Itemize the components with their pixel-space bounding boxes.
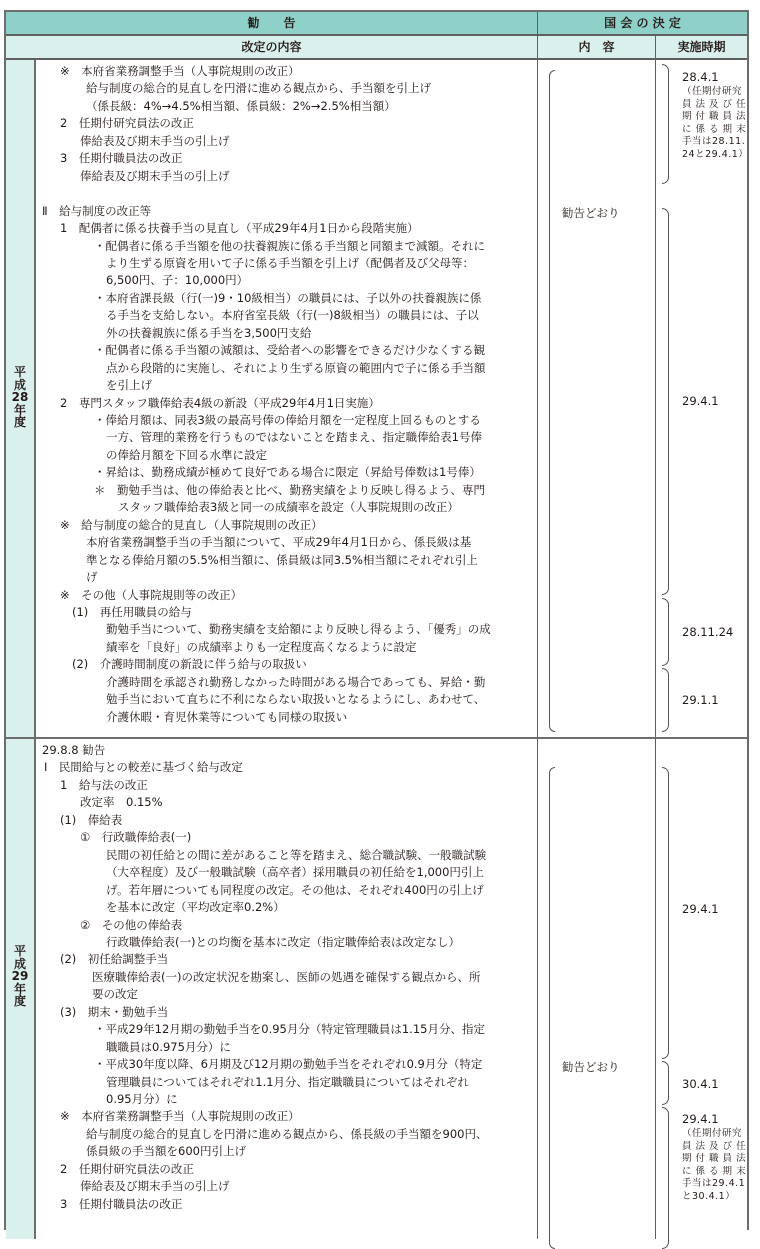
content-line: 要の改定	[92, 987, 138, 1002]
content-line: 2 任期付研究員法の改正	[60, 1161, 194, 1176]
content-line: 績率を「良好」の成績率よりも一定程度高くなるように設定	[106, 639, 417, 654]
content-line: (2) 初任給調整手当	[60, 952, 169, 967]
header-effective-date: 実施時期	[677, 40, 726, 54]
effective-date: 29.4.1	[682, 394, 719, 408]
content-line: Ⅱ 給与制度の改正等	[42, 203, 152, 218]
content-line: 職職員は0.975月分）に	[106, 1039, 231, 1054]
content-line: ・平成29年12月期の勤勉手当を0.95月分（特定管理職員は1.15月分、指定	[94, 1022, 485, 1037]
content-line: ・配偶者に係る手当額の減額は、受給者への影響をできるだけ少なくする観	[94, 343, 485, 358]
brace	[662, 208, 669, 595]
content-line: 改定率 0.15%	[80, 795, 163, 810]
content-line: 介護休暇・育児休業等についても同様の取扱い	[106, 709, 348, 724]
content-line: 一方、管理的業務を行うものではないことを踏まえ、指定職俸給表1号俸	[106, 430, 483, 445]
content-line: る手当を支給しない。本府省室長級（行(一)8級相当）の職員には、子以	[106, 308, 479, 323]
content-line: 0.95月分）に	[106, 1092, 178, 1106]
brace	[662, 767, 669, 1059]
brace	[662, 598, 669, 666]
content-line: 3 任期付職員法の改正	[60, 1196, 183, 1211]
content-line: （大卒程度）及び一般職試験（高卒者）採用職員の初任給を1,000円引上	[106, 865, 484, 880]
content-line: 医療職俸給表(一)の改定状況を勘案し、医師の処遇を確保する観点から、所	[92, 969, 481, 984]
content-line: 準となる俸給月額の5.5%相当額に、係員級は同3.5%相当額にそれぞれ引上	[86, 552, 478, 567]
effective-date: 29.4.1	[682, 902, 719, 916]
content-line: ・本府省課長級（行(一)9・10級相当）の職員には、子以外の扶養親族に係	[94, 290, 482, 305]
content-line: げ	[86, 570, 98, 585]
brace	[662, 64, 669, 184]
effective-date-note: （任期付研究 員 法 及 び 任 期 付 職 員 法 に 係 る 期 末 手当は28.11. 24と29.4.1）	[682, 86, 749, 160]
header-revision-contents: 改定の内容	[241, 40, 302, 54]
content-line: 2 任期付研究員法の改正	[60, 116, 194, 131]
effective-date: 28.11.24	[682, 625, 734, 639]
recommendation-table	[4, 10, 749, 1230]
content-line: 勉手当において直ちに不利にならない取扱いとなるようにし、あわせて、	[106, 692, 486, 707]
content-line: 俸給表及び期末手当の引上げ	[80, 133, 230, 148]
content-line: より生ずる原資を用いて子に係る手当額を引上げ（配偶者及び父母等：	[106, 255, 474, 270]
content-line: ※ 本府省業務調整手当（人事院規則の改正）	[60, 1109, 300, 1124]
content-line: 給与制度の総合的見直しを円滑に進める観点から、係長級の手当額を900円、	[86, 1126, 488, 1141]
content-line: 29.8.8 勧告	[42, 743, 106, 757]
content-line: 1 配偶者に係る扶養手当の見直し（平成29年4月1日から段階実施）	[60, 221, 419, 236]
content-line: 3 任期付職員法の改正	[60, 151, 183, 166]
effective-date: 29.4.1	[682, 1112, 719, 1126]
content-line: 6,500円、子：10,000円）	[106, 273, 249, 288]
header-contents: 内 容	[578, 40, 615, 54]
content-line: ① 行政職俸給表(一)	[80, 830, 192, 845]
header-row-1	[6, 12, 747, 36]
divider	[537, 739, 538, 1239]
content-line: ※ 本府省業務調整手当（人事院規則の改正）	[60, 64, 300, 78]
content-line: 係員級の手当額を600円引上げ	[86, 1144, 246, 1159]
section-h29	[6, 739, 747, 1239]
content-line: 介護時間を承認され勤務しなかった時間がある場合であっても、昇給・勤	[106, 674, 486, 689]
content-line: (1) 再任用職員の給与	[72, 604, 192, 619]
content-line: 勤勉手当について、勤務実績を支給額により反映し得るよう、「優秀」の成	[106, 622, 491, 637]
content-line: 行政職俸給表(一)との均衡を基本に改定（指定職俸給表は改定なし）	[106, 934, 460, 949]
effective-date-note: （任期付研究 員 法 及 び 任 期 付 職 員 法 に 係 る 期 末 手当は29.4.1 と30.4.1）	[682, 1128, 747, 1202]
header-recommendation: 勧 告	[247, 16, 296, 30]
year-column	[6, 60, 36, 737]
content-line: 給与制度の総合的見直しを円滑に進める観点から、手当額を引上げ	[86, 81, 431, 96]
brace	[662, 1107, 669, 1249]
divider	[537, 60, 538, 737]
section-h28	[6, 60, 747, 737]
brace	[662, 668, 669, 732]
brace	[549, 767, 555, 1249]
content-line: (1) 俸給表	[60, 812, 123, 827]
content-line: 俸給表及び期末手当の引上げ	[80, 168, 230, 183]
divider	[655, 739, 656, 1239]
diet-content: 勧告どおり	[562, 1060, 620, 1074]
effective-date: 29.1.1	[682, 693, 719, 707]
header-diet-decision: 国 会 の 決 定	[604, 16, 681, 30]
year-label: 平 成 29 年 度	[11, 944, 29, 1008]
content-line: ② その他の俸給表	[80, 917, 183, 932]
content-line: ・平成30年度以降、6月期及び12月期の勤勉手当をそれぞれ0.9月分（特定	[94, 1057, 483, 1072]
content-line: 点から段階的に実施し、それにより生ずる原資の範囲内で子に係る手当額	[106, 360, 486, 375]
content-line: を基本に改定（平均改定率0.2%）	[106, 900, 285, 915]
brace	[549, 70, 555, 732]
content-line: ＊ 勤勉手当は、他の俸給表と比べ、勤務実績をより反映し得るよう、専門	[94, 482, 485, 497]
content-line: 2 専門スタッフ職俸給表4級の新設（平成29年4月1日実施）	[60, 395, 380, 410]
content-line: ・昇給は、勤務成績が極めて良好である場合に限定（昇給号俸数は1号俸）	[94, 465, 481, 480]
content-line: 1 給与法の改正	[60, 777, 148, 792]
content-line: Ⅰ 民間給与との較差に基づく給与改定	[44, 760, 243, 775]
content-line: (2) 介護時間制度の新設に伴う給与の取扱い	[72, 657, 307, 672]
brace	[662, 1061, 669, 1105]
year-label: 平 成 28 年 度	[11, 365, 29, 429]
header-row-2	[6, 36, 747, 60]
effective-date: 30.4.1	[682, 1077, 719, 1091]
content-line: 本府省業務調整手当の手当額について、平成29年4月1日から、係長級は基	[86, 535, 472, 550]
effective-date: 28.4.1	[682, 70, 719, 84]
content-line: (3) 期末・勤勉手当	[60, 1004, 169, 1019]
content-line: ・配偶者に係る手当額を他の扶養親族に係る手当額と同額まで減額。それに	[94, 238, 485, 253]
diet-content: 勧告どおり	[562, 206, 620, 220]
content-line: げ。若年層についても同程度の改定。その他は、それぞれ400円の引上げ	[106, 882, 484, 897]
content-line: ※ その他（人事院規則等の改正）	[60, 587, 243, 602]
content-line: を引上げ	[106, 378, 152, 393]
content-line: 民間の初任給との間に差があること等を踏まえ、総合職試験、一般職試験	[106, 847, 487, 862]
content-line: 管理職員についてはそれぞれ1.1月分、指定職職員についてはそれぞれ	[106, 1074, 469, 1089]
year-column	[6, 739, 36, 1239]
content-line: 外の扶養親族に係る手当を3,500円支給	[106, 325, 312, 340]
content-line: 俸給表及び期末手当の引上げ	[80, 1179, 230, 1194]
content-line: ・俸給月額は、同表3級の最高号俸の俸給月額を一定程度上回るものとする	[94, 413, 481, 427]
content-line: （係長級：4%→4.5%相当額、係員級：2%→2.5%相当額）	[86, 98, 396, 113]
content-line: ※ 給与制度の総合的見直し（人事院規則の改正）	[60, 517, 323, 532]
content-line: スタッフ職俸給表3級と同一の成績率を設定（人事院規則の改正）	[118, 500, 459, 515]
content-line: の俸給月額を下回る水準に設定	[106, 447, 267, 462]
divider	[655, 60, 656, 737]
